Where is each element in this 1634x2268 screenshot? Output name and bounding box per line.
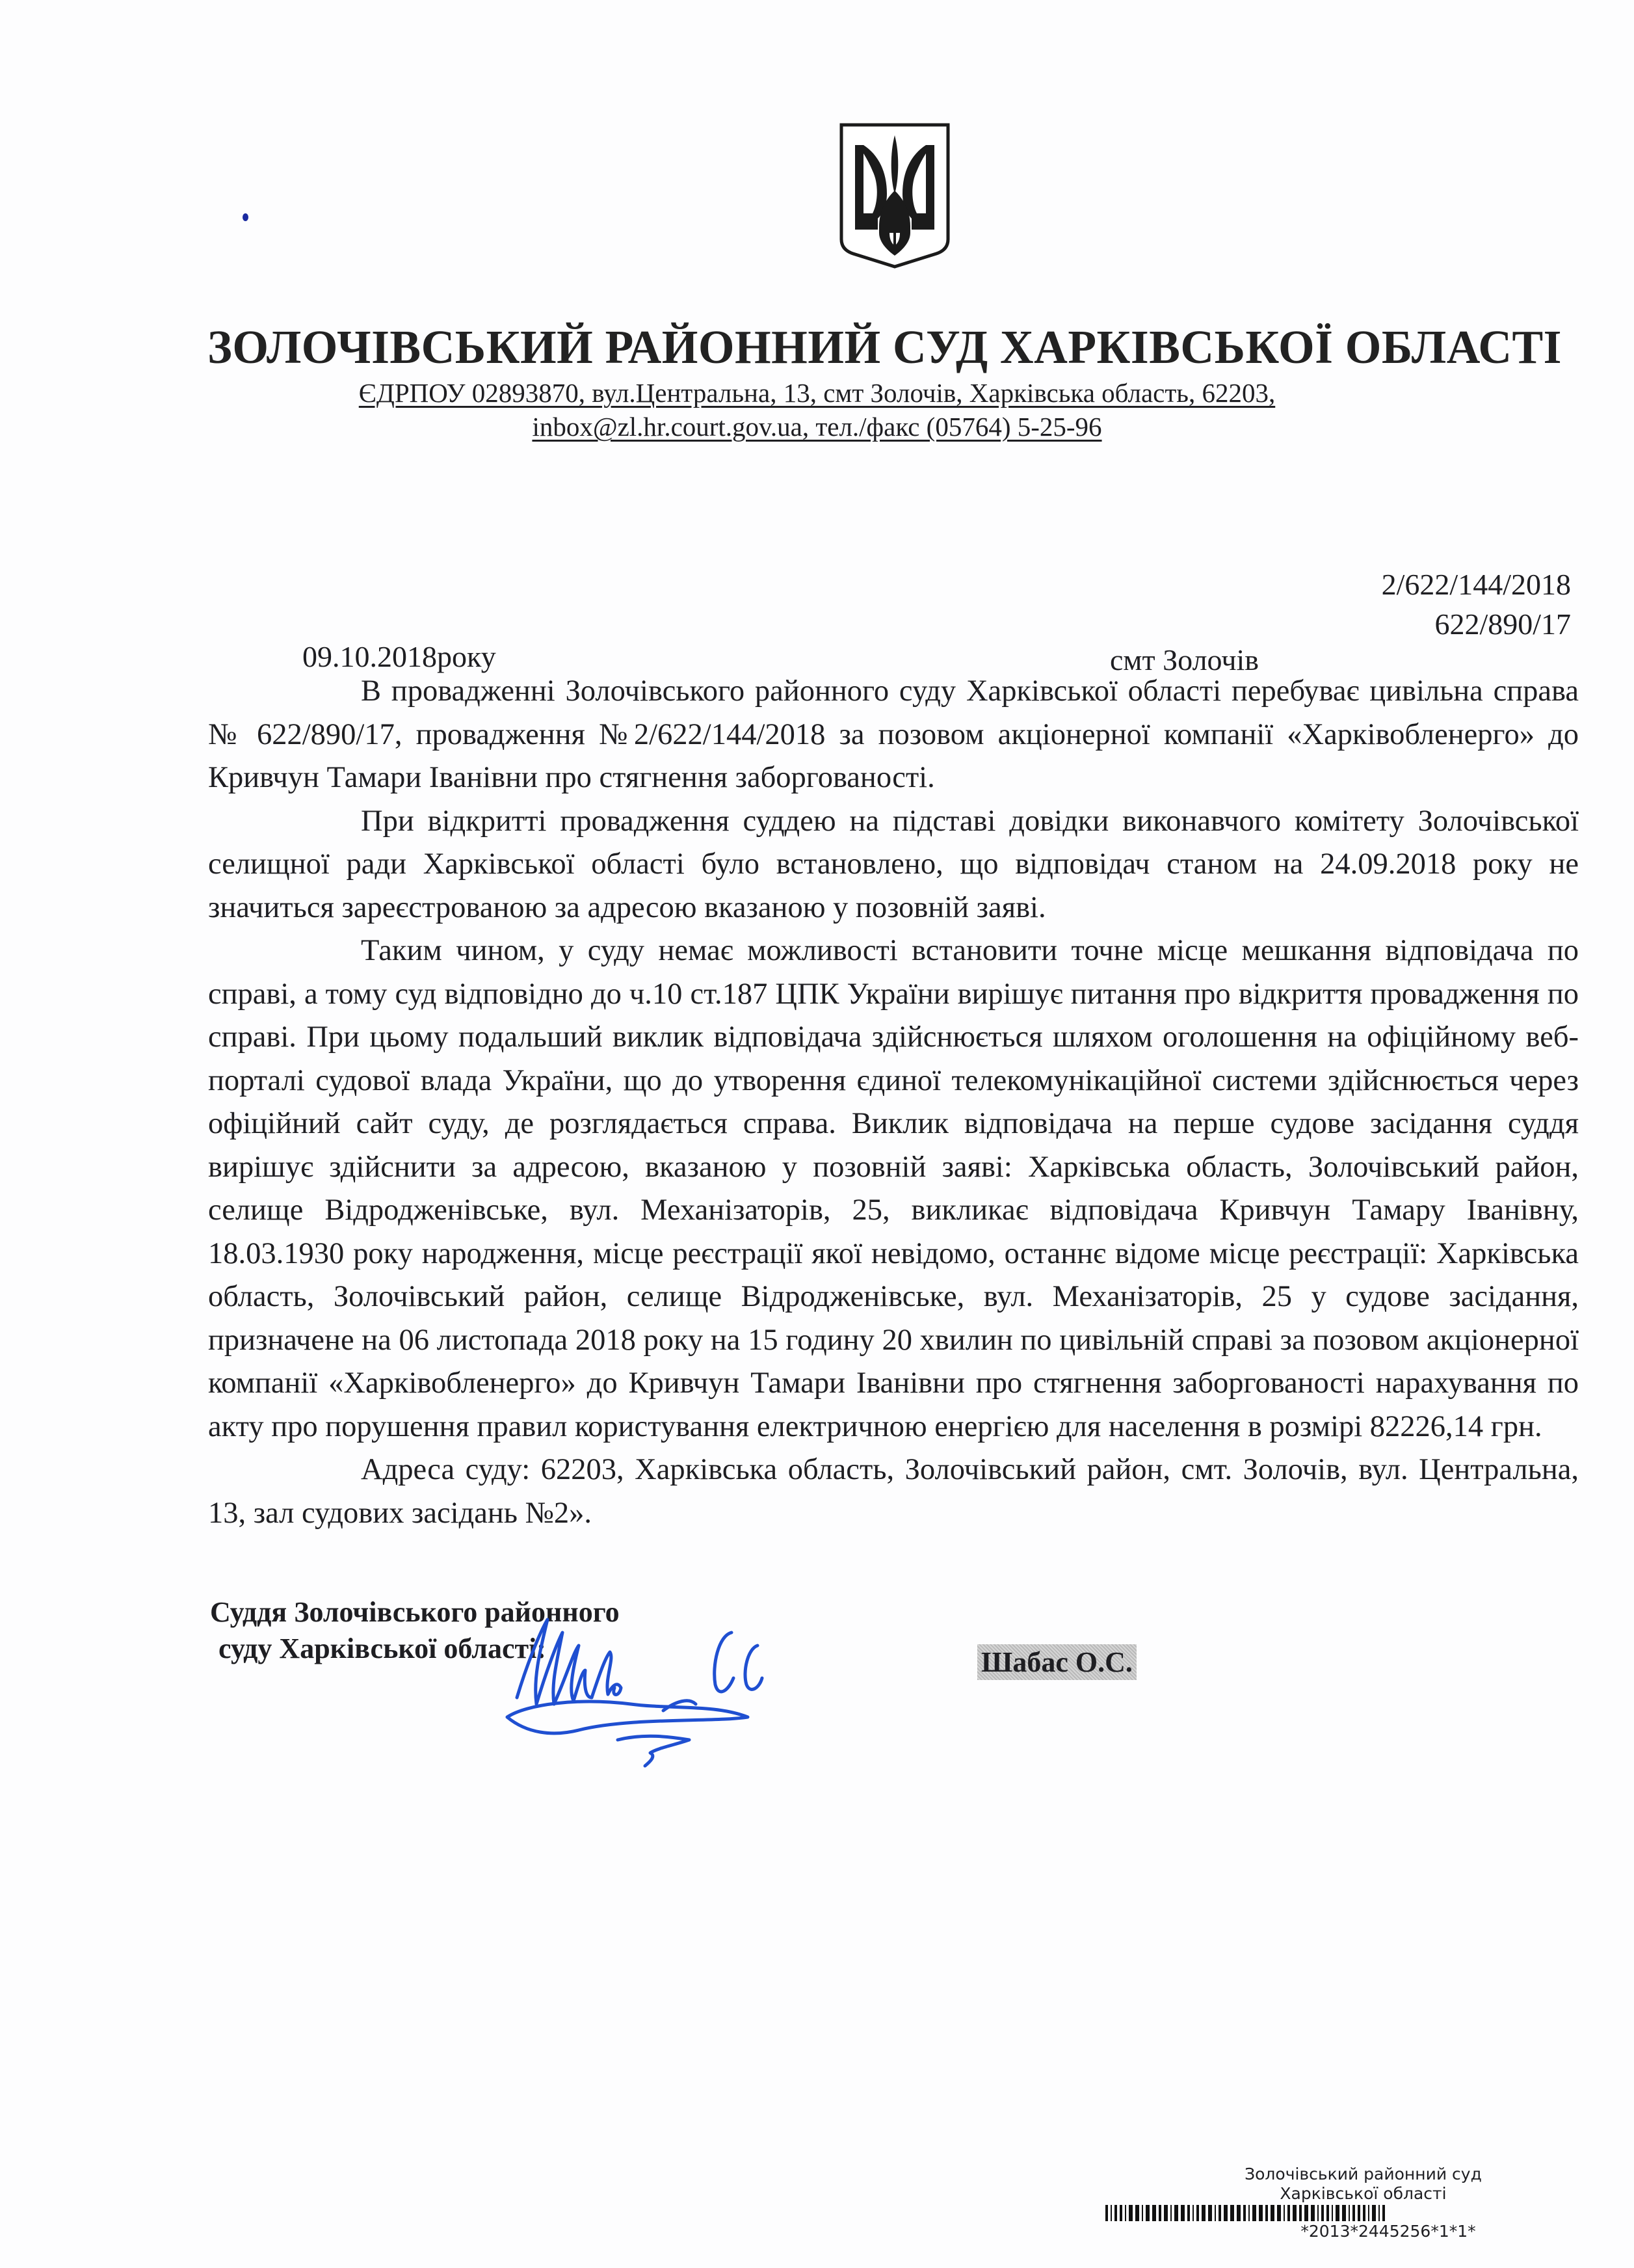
barcode-bar	[1358, 2205, 1360, 2221]
judge-title-line2: суду Харківської області:	[218, 1633, 546, 1664]
body-paragraph: В провадженні Золочівського районного суду Харківської області перебуває цивільна справа № 622/890/17, провадження №2/622/144/2018 за позовом акціонерної компанії «Харківобленерго» до Кривчун Тамари Іванівни про стягнення заборгованості.	[208, 674, 1579, 794]
barcode-bar	[1224, 2205, 1228, 2221]
barcode-bar	[1368, 2205, 1369, 2221]
barcode-bar	[1146, 2205, 1150, 2221]
barcode-bar	[1237, 2205, 1241, 2221]
document-date: 09.10.2018року	[302, 640, 496, 673]
barcode-bar	[1215, 2205, 1216, 2221]
footer-court-line1: Золочівський районний суд	[1245, 2165, 1482, 2183]
letter-body	[208, 670, 1579, 1535]
barcode-bar	[1114, 2205, 1117, 2221]
barcode-bar	[1181, 2205, 1185, 2221]
barcode-bar	[1382, 2205, 1385, 2221]
ink-speck	[243, 213, 248, 221]
barcode-bar	[1317, 2205, 1319, 2221]
footer-court-stamp	[1092, 2165, 1634, 2204]
barcode-bar	[1259, 2205, 1263, 2221]
barcode-bar	[1299, 2205, 1302, 2221]
court-requisites-line1: ЄДРПОУ 02893870, вул.Центральна, 13, смт Золочів, Харківська область, 62203,	[358, 378, 1276, 408]
proceeding-number: 2/622/144/2018	[1381, 568, 1571, 601]
court-name-heading: ЗОЛОЧІВСЬКИЙ РАЙОННИЙ СУД ХАРКІВСЬКОЇ ОБЛАСТІ	[207, 321, 1562, 373]
barcode-bar	[1304, 2205, 1308, 2221]
barcode-bar	[1372, 2205, 1376, 2221]
barcode-bar	[1105, 2205, 1108, 2221]
barcode-bar	[1349, 2205, 1350, 2221]
barcode-bar	[1135, 2205, 1139, 2221]
barcode-bar	[1248, 2205, 1250, 2221]
barcode-bar	[1129, 2205, 1133, 2221]
barcode-bar	[1277, 2205, 1281, 2221]
court-requisites-line2: inbox@zl.hr.court.gov.ua, тел./факс (05764) 5-25-96	[532, 412, 1102, 442]
barcode-bar	[1311, 2205, 1315, 2221]
barcode-bar	[1271, 2205, 1274, 2221]
barcode-bar	[1202, 2205, 1206, 2221]
barcode-bar	[1142, 2205, 1143, 2221]
handwritten-signature-icon	[501, 1607, 865, 1769]
barcode-bar	[1332, 2205, 1333, 2221]
footer-court-line2: Харківської області	[1280, 2184, 1447, 2203]
barcode-number: *2013*2445256*1*1*	[1300, 2222, 1476, 2241]
barcode-bar	[1193, 2205, 1194, 2221]
barcode-bar	[1326, 2205, 1329, 2221]
barcode-bar	[1164, 2205, 1168, 2221]
barcode-bar	[1352, 2205, 1355, 2221]
document-place: смт Золочів	[1110, 643, 1259, 676]
barcode-bar	[1196, 2205, 1199, 2221]
barcode-bar	[1321, 2205, 1324, 2221]
judge-name: Шабас О.С.	[977, 1644, 1137, 1680]
barcode-bar	[1378, 2205, 1380, 2221]
barcode-bar	[1187, 2205, 1190, 2221]
barcode-bar	[1125, 2205, 1126, 2221]
body-paragraph: При відкритті провадження суддею на підставі довідки виконавчого комітету Золочівської селищної ради Харківської області було встановлено, що відповідач станом на 24.09.2018 року не значиться зареєстрованою за адресою вказаною у позовній заяві.	[208, 804, 1579, 924]
body-paragraph: Таким чином, у суду немає можливості встановити точне місце мешкання відповідача по справі, а тому суд відповідно до ч.10 ст.187 ЦПК України вирішує питання про відкриття провадження по справі. При цьому подальший виклик відповідача здійснюється шляхом оголошення на офіційному веб-порталі судової влада України, що до утворення єдиної телекомунікаційної системи здійснюється через офіційний сайт суду, де розглядається справа. Виклик відповідача на перше судове засідання суддя вирішує здійснити за адресою, вказаною у позовній заяві: Харківська область, Золочівський район, селище Відродженівське, вул. Механізаторів, 25, викликає відповідача Кривчун Тамару Іванівну, 18.03.1930 року народження, місце реєстрації якої невідомо, останнє відоме місце реєстрації: Харківська область, Золочівський район, селище Відродженівське, вул. Механізаторів, 25 у судове засідання, призначене на 06 листопада 2018 року на 15 годину 20 хвилин по цивільній справі за позовом акціонерної компанії «Харківобленерго» до Кривчун Тамари Іванівни про стягнення заборгованості нарахування по акту про порушення правил користування електричною енергією для населення в розмірі 82226,14 грн.	[208, 934, 1579, 1443]
coat-of-arms-icon	[839, 122, 951, 269]
barcode-bar	[1230, 2205, 1234, 2221]
barcode-icon	[1105, 2205, 1404, 2221]
barcode-bar	[1284, 2205, 1285, 2221]
barcode-bar	[1252, 2205, 1256, 2221]
barcode-bar	[1363, 2205, 1365, 2221]
barcode-bar	[1336, 2205, 1339, 2221]
case-number: 622/890/17	[1434, 607, 1571, 641]
barcode-bar	[1120, 2205, 1122, 2221]
barcode-bar	[1342, 2205, 1346, 2221]
barcode-bar	[1152, 2205, 1156, 2221]
barcode-bar	[1111, 2205, 1112, 2221]
barcode-bar	[1208, 2205, 1212, 2221]
barcode-bar	[1287, 2205, 1290, 2221]
barcode-bar	[1265, 2205, 1268, 2221]
barcode-bar	[1159, 2205, 1161, 2221]
barcode-bar	[1219, 2205, 1221, 2221]
barcode-bar	[1174, 2205, 1178, 2221]
body-paragraph: Адреса суду: 62203, Харківська область, Золочівський район, смт. Золочів, вул. Центральна, 13, зал судових засідань №2».	[208, 1453, 1579, 1530]
judge-title-line1: Суддя Золочівського районного	[210, 1596, 620, 1628]
barcode-bar	[1170, 2205, 1172, 2221]
barcode-bar	[1293, 2205, 1297, 2221]
barcode-bar	[1243, 2205, 1246, 2221]
